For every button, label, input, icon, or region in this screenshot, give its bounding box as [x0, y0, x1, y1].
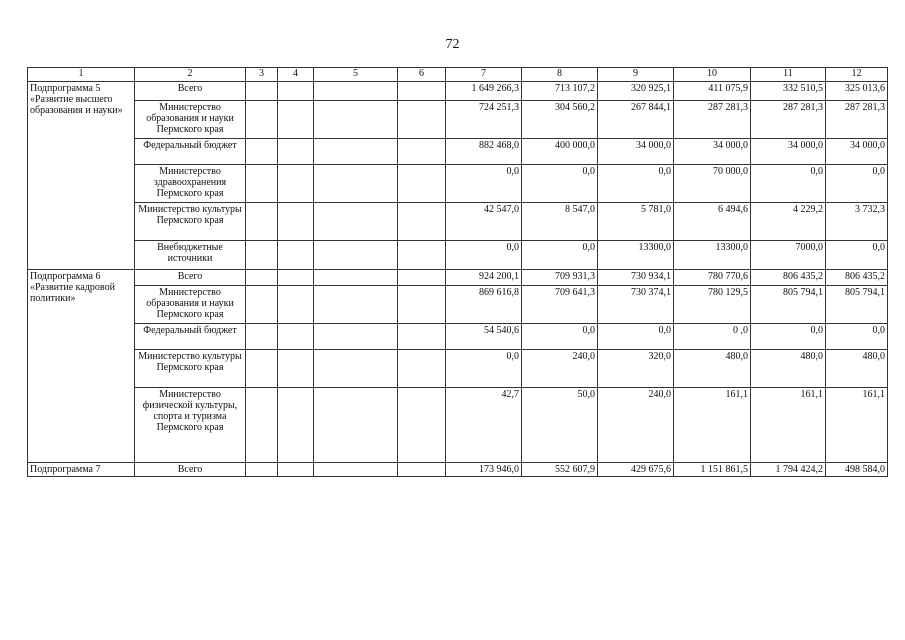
value-cell: 0,0 [522, 241, 598, 270]
value-cell: 267 844,1 [598, 101, 674, 139]
empty-cell [278, 101, 314, 139]
empty-cell [314, 82, 398, 101]
value-cell: 325 013,6 [826, 82, 888, 101]
value-cell: 924 200,1 [446, 270, 522, 286]
value-cell: 709 641,3 [522, 286, 598, 324]
empty-cell [246, 388, 278, 463]
value-cell: 161,1 [826, 388, 888, 463]
value-cell: 161,1 [674, 388, 751, 463]
table-row [28, 463, 888, 477]
value-cell: 13300,0 [598, 241, 674, 270]
value-cell: 240,0 [598, 388, 674, 463]
value-cell: 730 374,1 [598, 286, 674, 324]
value-cell: 5 781,0 [598, 203, 674, 241]
column-header: 8 [522, 68, 598, 82]
table-row [28, 82, 888, 101]
value-cell: 0,0 [446, 350, 522, 388]
column-header: 4 [278, 68, 314, 82]
empty-cell [278, 241, 314, 270]
table-row [28, 165, 888, 203]
value-cell: 480,0 [826, 350, 888, 388]
subprogram-name: Подпрограмма 5 «Развитие высшего образования и науки» [28, 82, 135, 270]
value-cell: 6 494,6 [674, 203, 751, 241]
column-header: 11 [751, 68, 826, 82]
column-header: 5 [314, 68, 398, 82]
table-row [28, 286, 888, 324]
value-cell: 0,0 [826, 165, 888, 203]
empty-cell [246, 165, 278, 203]
value-cell: 400 000,0 [522, 139, 598, 165]
value-cell: 0,0 [598, 324, 674, 350]
empty-cell [246, 82, 278, 101]
value-cell: 3 732,3 [826, 203, 888, 241]
value-cell: 70 000,0 [674, 165, 751, 203]
empty-cell [246, 350, 278, 388]
value-cell: 4 229,2 [751, 203, 826, 241]
column-header: 12 [826, 68, 888, 82]
table-row [28, 270, 888, 286]
value-cell: 332 510,5 [751, 82, 826, 101]
value-cell: 0,0 [598, 165, 674, 203]
empty-cell [314, 324, 398, 350]
table-row [28, 101, 888, 139]
value-cell: 34 000,0 [826, 139, 888, 165]
column-header: 10 [674, 68, 751, 82]
empty-cell [278, 286, 314, 324]
empty-cell [246, 463, 278, 477]
empty-cell [278, 165, 314, 203]
table-row [28, 324, 888, 350]
empty-cell [398, 203, 446, 241]
value-cell: 1 151 861,5 [674, 463, 751, 477]
funding-source: Министерство образования и науки Пермского края [135, 101, 246, 139]
funding-source: Министерство культуры Пермского края [135, 350, 246, 388]
value-cell: 13300,0 [674, 241, 751, 270]
value-cell: 42 547,0 [446, 203, 522, 241]
empty-cell [314, 463, 398, 477]
empty-cell [398, 350, 446, 388]
empty-cell [398, 324, 446, 350]
value-cell: 869 616,8 [446, 286, 522, 324]
empty-cell [398, 463, 446, 477]
value-cell: 304 560,2 [522, 101, 598, 139]
value-cell: 806 435,2 [751, 270, 826, 286]
value-cell: 498 584,0 [826, 463, 888, 477]
value-cell: 320,0 [598, 350, 674, 388]
value-cell: 320 925,1 [598, 82, 674, 101]
header-row [28, 68, 888, 82]
value-cell: 713 107,2 [522, 82, 598, 101]
value-cell: 0,0 [522, 165, 598, 203]
value-cell: 780 129,5 [674, 286, 751, 324]
funding-source: Министерство физической культуры, спорта и туризма Пермского края [135, 388, 246, 463]
value-cell: 480,0 [674, 350, 751, 388]
table-row [28, 203, 888, 241]
value-cell: 287 281,3 [826, 101, 888, 139]
empty-cell [314, 350, 398, 388]
value-cell: 709 931,3 [522, 270, 598, 286]
empty-cell [398, 101, 446, 139]
value-cell: 730 934,1 [598, 270, 674, 286]
value-cell: 34 000,0 [751, 139, 826, 165]
empty-cell [398, 82, 446, 101]
value-cell: 54 540,6 [446, 324, 522, 350]
empty-cell [398, 388, 446, 463]
value-cell: 0,0 [826, 241, 888, 270]
funding-source: Всего [135, 82, 246, 101]
empty-cell [246, 241, 278, 270]
value-cell: 0,0 [751, 324, 826, 350]
value-cell: 8 547,0 [522, 203, 598, 241]
funding-source: Министерство здравоохранения Пермского края [135, 165, 246, 203]
value-cell: 780 770,6 [674, 270, 751, 286]
value-cell: 429 675,6 [598, 463, 674, 477]
funding-source: Всего [135, 463, 246, 477]
empty-cell [278, 350, 314, 388]
value-cell: 173 946,0 [446, 463, 522, 477]
value-cell: 0,0 [751, 165, 826, 203]
value-cell: 34 000,0 [674, 139, 751, 165]
value-cell: 411 075,9 [674, 82, 751, 101]
column-header: 1 [28, 68, 135, 82]
value-cell: 0,0 [522, 324, 598, 350]
value-cell: 34 000,0 [598, 139, 674, 165]
value-cell: 806 435,2 [826, 270, 888, 286]
value-cell: 805 794,1 [751, 286, 826, 324]
empty-cell [314, 139, 398, 165]
value-cell: 287 281,3 [751, 101, 826, 139]
value-cell: 480,0 [751, 350, 826, 388]
subprogram-name: Подпрограмма 6 «Развитие кадровой политики» [28, 270, 135, 463]
value-cell: 805 794,1 [826, 286, 888, 324]
column-header: 9 [598, 68, 674, 82]
empty-cell [246, 324, 278, 350]
empty-cell [278, 82, 314, 101]
empty-cell [398, 139, 446, 165]
value-cell: 1 794 424,2 [751, 463, 826, 477]
value-cell: 0,0 [446, 165, 522, 203]
value-cell: 7000,0 [751, 241, 826, 270]
value-cell: 287 281,3 [674, 101, 751, 139]
empty-cell [314, 101, 398, 139]
empty-cell [246, 139, 278, 165]
value-cell: 50,0 [522, 388, 598, 463]
funding-source: Федеральный бюджет [135, 324, 246, 350]
empty-cell [314, 241, 398, 270]
value-cell: 552 607,9 [522, 463, 598, 477]
table-row [28, 350, 888, 388]
empty-cell [314, 388, 398, 463]
empty-cell [246, 286, 278, 324]
empty-cell [246, 101, 278, 139]
empty-cell [314, 286, 398, 324]
empty-cell [278, 203, 314, 241]
funding-source: Всего [135, 270, 246, 286]
empty-cell [314, 270, 398, 286]
column-header: 3 [246, 68, 278, 82]
value-cell: 161,1 [751, 388, 826, 463]
empty-cell [278, 139, 314, 165]
empty-cell [398, 270, 446, 286]
empty-cell [246, 203, 278, 241]
empty-cell [398, 241, 446, 270]
empty-cell [314, 203, 398, 241]
table-row [28, 241, 888, 270]
empty-cell [246, 270, 278, 286]
empty-cell [314, 165, 398, 203]
value-cell: 0,0 [446, 241, 522, 270]
funding-source: Министерство культуры Пермского края [135, 203, 246, 241]
value-cell: 240,0 [522, 350, 598, 388]
table-body [28, 82, 888, 477]
subprogram-name: Подпрограмма 7 [28, 463, 135, 477]
value-cell: 0 ,0 [674, 324, 751, 350]
value-cell: 882 468,0 [446, 139, 522, 165]
empty-cell [278, 388, 314, 463]
value-cell: 42,7 [446, 388, 522, 463]
empty-cell [278, 463, 314, 477]
funding-source: Министерство образования и науки Пермского края [135, 286, 246, 324]
value-cell: 0,0 [826, 324, 888, 350]
column-header: 7 [446, 68, 522, 82]
empty-cell [278, 324, 314, 350]
funding-source: Внебюджетные источники [135, 241, 246, 270]
table-row [28, 388, 888, 463]
empty-cell [398, 286, 446, 324]
empty-cell [398, 165, 446, 203]
value-cell: 724 251,3 [446, 101, 522, 139]
budget-table [27, 67, 888, 477]
empty-cell [278, 270, 314, 286]
funding-source: Федеральный бюджет [135, 139, 246, 165]
table-row [28, 139, 888, 165]
column-header: 2 [135, 68, 246, 82]
column-header: 6 [398, 68, 446, 82]
page-number: 72 [445, 37, 460, 52]
value-cell: 1 649 266,3 [446, 82, 522, 101]
